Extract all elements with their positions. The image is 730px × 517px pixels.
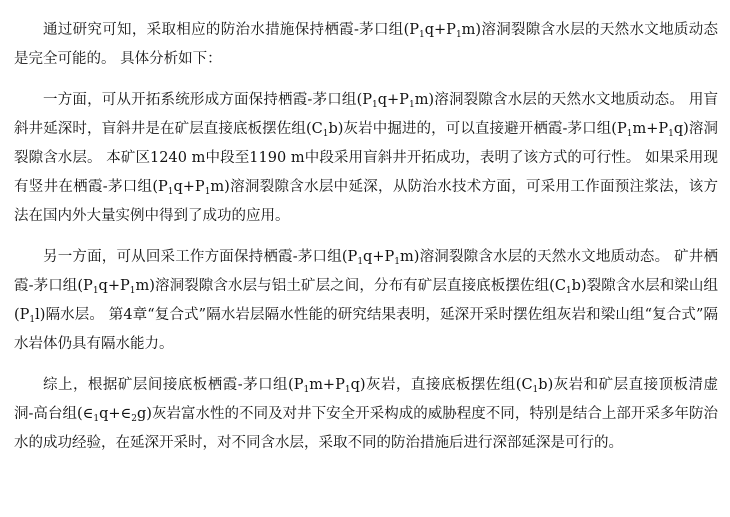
subscript: 1: [532, 385, 539, 395]
text-run: m)溶洞裂隙含水层与铝土矿层之间，分布有矿层直接底板摆佐组(C: [135, 278, 566, 294]
subscript: 1: [344, 385, 351, 395]
subscript: 1: [408, 100, 415, 110]
text-run: b)裂隙含水层和梁山组(P: [14, 278, 718, 323]
subscript: 1: [357, 257, 364, 267]
text-run: b)灰岩中掘进的，可以直接避开栖霞-茅口组(P: [328, 121, 627, 137]
subscript: 2: [131, 414, 138, 424]
subscript: 1: [419, 30, 425, 40]
paragraph-development-system: [14, 86, 718, 231]
text-run: b)灰岩和矿层直接顶板清虚洞-高台组(∈: [14, 377, 718, 422]
text-run: 通过研究可知，采取相应的防治水措施保持栖霞-茅口组(P: [43, 22, 419, 38]
subscript: 1: [322, 129, 329, 139]
subscript: 1: [129, 286, 136, 296]
paragraph-conclusion: [14, 371, 718, 458]
subscript: 1: [626, 129, 633, 139]
text-run: m)溶洞裂隙含水层的天然水文地质动态是完全可能的。 具体分析如下：: [14, 22, 718, 67]
subscript: 1: [394, 257, 400, 267]
subscript: 1: [93, 414, 100, 424]
subscript: 1: [372, 100, 378, 110]
subscript: 1: [303, 385, 310, 395]
paragraph-intro: [14, 0, 718, 74]
text-run: g)灰岩富水性的不同及对井下安全开采构成的威胁程度不同，特别是结合上部开采多年防治水的成功经验，在延深开采时，对不同含水层，采取不同的防治措施后进行深部延深是可行的。: [14, 406, 719, 451]
subscript: 1: [565, 286, 572, 296]
subscript: 1: [455, 30, 462, 40]
text-run: 综上，根据矿层间接底板栖霞-茅口组(P: [43, 377, 304, 393]
text-run: q+P: [377, 92, 409, 108]
subscript: 1: [167, 187, 174, 197]
text-run: m)溶洞裂隙含水层中延深，从防治水技术方面，可采用工作面预注浆法，该方法在国内外大量实例中得到了成功的应用。: [14, 179, 719, 224]
text-run: m)溶洞裂隙含水层的天然水文地质动态。 矿井栖霞-茅口组(P: [14, 249, 718, 294]
text-run: q)灰岩，直接底板摆佐组(C: [350, 377, 533, 393]
subscript: 1: [92, 286, 99, 296]
text-run: m+P: [309, 377, 345, 393]
document-body: [14, 0, 718, 458]
subscript: 1: [204, 187, 211, 197]
text-run: 一方面，可从开拓系统形成方面保持栖霞-茅口组(P: [43, 92, 373, 108]
text-run: q+P: [98, 278, 130, 294]
text-run: q)溶洞裂隙含水层。 本矿区1240 m中段至1190 m中段采用盲斜井开拓成功，表明了该方式的可行性。 如果采用现有竖井在栖霞-茅口组(P: [14, 121, 718, 195]
text-run: q+P: [363, 249, 395, 265]
text-run: 另一方面，可从回采工作方面保持栖霞-茅口组(P: [43, 249, 358, 265]
paragraph-mining-work: [14, 243, 718, 359]
subscript: 1: [29, 315, 36, 325]
subscript: 1: [668, 129, 674, 139]
text-run: l)隔水层。 第4章“复合式”隔水岩层隔水性能的研究结果表明，延深开采时摆佐组灰岩和梁山组“复合式”隔水岩体仍具有隔水能力。: [14, 307, 718, 352]
text-run: q+∈: [99, 406, 132, 422]
text-run: m+P: [632, 121, 669, 137]
text-run: q+P: [424, 22, 456, 38]
text-run: m)溶洞裂隙含水层的天然水文地质动态。 用盲斜井延深时，盲斜井是在矿层直接底板摆佐组(C: [14, 92, 719, 137]
text-run: q+P: [173, 179, 205, 195]
